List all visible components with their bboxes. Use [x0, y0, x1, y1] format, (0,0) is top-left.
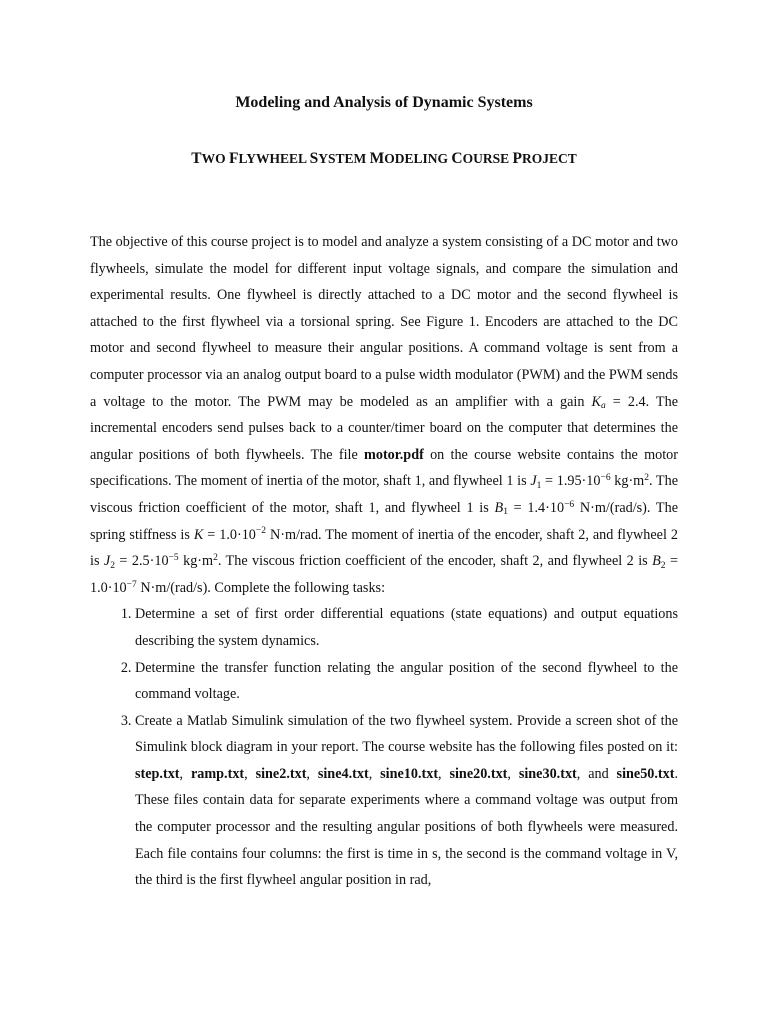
- document-subtitle: TWO FLYWHEEL SYSTEM MODELING COURSE PROJECT: [191, 150, 577, 167]
- file-name: sine50.txt: [616, 765, 675, 782]
- motor-file-name: motor.pdf: [364, 446, 424, 463]
- task-list: [90, 601, 678, 894]
- task-item-2: 2. Determine the transfer function relating the angular position of the second flywheel to the command voltage.: [135, 655, 678, 708]
- file-name: sine4.txt: [317, 765, 369, 782]
- document-title: Modeling and Analysis of Dynamic Systems: [235, 94, 533, 111]
- file-name: step.txt: [135, 765, 180, 782]
- task-item-1: 1. Determine a set of first order differential equations (state equations) and output equations describing the system dynamics.: [135, 601, 678, 654]
- document-body: [90, 229, 678, 894]
- file-name: sine20.txt: [449, 765, 508, 782]
- file-name: sine2.txt: [255, 765, 307, 782]
- file-name: ramp.txt: [190, 765, 245, 782]
- file-name: sine10.txt: [380, 765, 439, 782]
- file-name: sine30.txt: [518, 765, 577, 782]
- intro-paragraph: The objective of this course project is to model and analyze a system consisting of a DC motor and two flywheels, simulate the model for different input voltage signals, and compare the simulation and experimental results. One flywheel is directly attached to a DC motor and the second flywheel is attached to the first flywheel via a torsional spring. See Figure 1. Encoders are attached to the DC motor and second flywheel to measure their angular positions. A command voltage is sent from a computer processor via an analog output board to a pulse width modulator (PWM) and the PWM sends a voltage to the motor. The PWM may be modeled as an amplifier with a gain $K_a = 2.4$. The incremental encoders send pulses back to a counter/timer board on the computer that determines the angular positions of both flywheels. The file motor.pdf on the course website contains the motor specifications. The moment of inertia of the motor, shaft 1, and flywheel 1 is $J_1 = 1.95\cdot 10^{-6}$ $kg\cdot m^2$. The viscous friction coefficient of the motor, shaft 1, and flywheel 1 is $B_1 = 1.4\cdot 10^{-6}$ N·m/(rad/s). The spring stiffness is $K = 1.0\cdot 10^{-2}$ N·m/rad. The moment of inertia of the encoder, shaft 2, and flywheel 2 is $J_2 = 2.5\cdot 10^{-5}$ $kg\cdot m^2$. The viscous friction coefficient of the encoder, shaft 2, and flywheel 2 is $B_2 = 1.0\cdot 10^{-7}$ N·m/(rad/s). Complete the following tasks:: [90, 234, 678, 596]
- task-item-3: 3. Create a Matlab Simulink simulation of the two flywheel system. Provide a screen shot of the Simulink block diagram in your report. The course website has the following files posted on it: step.txt, ramp.txt, sine2.txt, sine4.txt, sine10.txt, sine20.txt, sine30.txt, and sine50.txt. These files contain data for separate experiments where a command voltage was output from the computer processor and the resulting angular positions of both flywheels were measured. Each file contains four columns: the first is time in s, the second is the command voltage in V, the third is the first flywheel angular position in rad,: [135, 708, 678, 894]
